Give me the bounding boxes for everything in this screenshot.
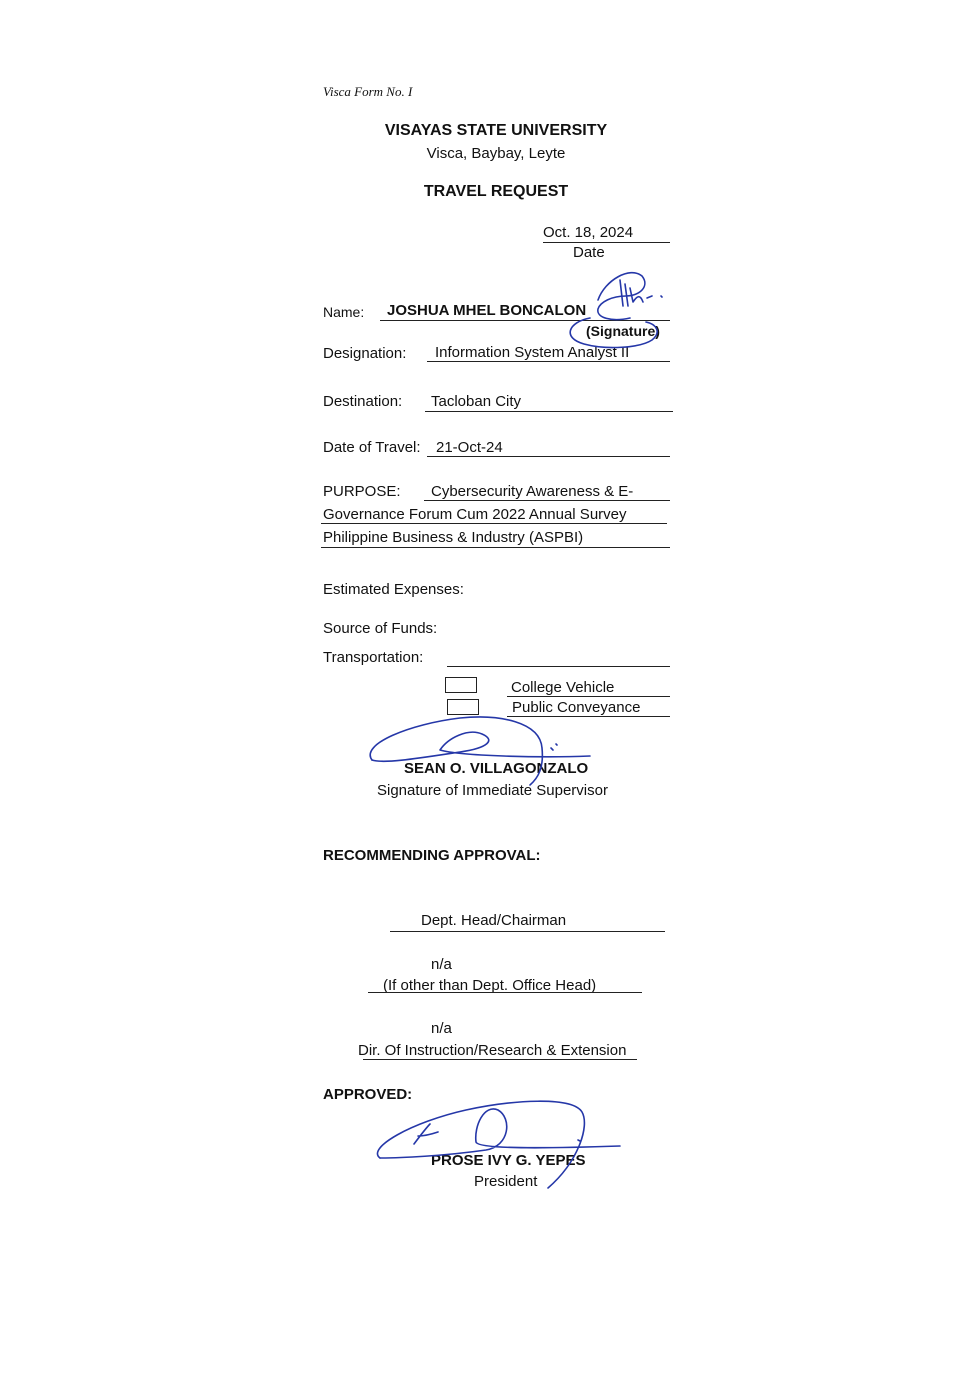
form-number: Visca Form No. I bbox=[323, 84, 413, 99]
date-of-travel-value: 21-Oct-24 bbox=[436, 439, 503, 456]
approver-title: President bbox=[474, 1173, 538, 1190]
destination-label: Destination: bbox=[323, 393, 403, 410]
recommending-approval-heading: RECOMMENDING APPROVAL: bbox=[323, 847, 541, 864]
dept-head-label: Dept. Head/Chairman bbox=[421, 912, 567, 929]
college-vehicle-label: College Vehicle bbox=[511, 679, 615, 696]
university-address: Visca, Baybay, Leyte bbox=[426, 145, 566, 162]
name-label: Name: bbox=[323, 304, 365, 320]
other-head-label: (If other than Dept. Office Head) bbox=[383, 977, 597, 994]
date-value: Oct. 18, 2024 bbox=[543, 224, 634, 241]
purpose-label: PURPOSE: bbox=[323, 483, 401, 500]
purpose-line-2: Governance Forum Cum 2022 Annual Survey bbox=[323, 506, 627, 523]
estimated-expenses-label: Estimated Expenses: bbox=[323, 581, 464, 598]
president-signature bbox=[377, 1101, 620, 1188]
requester-signature bbox=[570, 273, 662, 348]
approver-name: PROSE IVY G. YEPES bbox=[431, 1152, 586, 1169]
supervisor-signature bbox=[370, 717, 590, 785]
supervisor-label: Signature of Immediate Supervisor bbox=[377, 782, 608, 799]
university-name: VISAYAS STATE UNIVERSITY bbox=[384, 122, 608, 139]
form-title: TRAVEL REQUEST bbox=[423, 183, 569, 200]
supervisor-name: SEAN O. VILLAGONZALO bbox=[404, 760, 589, 777]
purpose-line-1: Cybersecurity Awareness & E- bbox=[431, 483, 634, 500]
public-conveyance-label: Public Conveyance bbox=[512, 699, 641, 716]
transportation-label: Transportation: bbox=[323, 649, 424, 666]
designation-value: Information System Analyst II bbox=[435, 344, 630, 361]
requester-name: JOSHUA MHEL BONCALON bbox=[387, 302, 587, 319]
na-1: n/a bbox=[431, 956, 452, 973]
purpose-line-3: Philippine Business & Industry (ASPBI) bbox=[323, 529, 584, 546]
na-2: n/a bbox=[431, 1020, 452, 1037]
destination-value: Tacloban City bbox=[431, 393, 522, 410]
date-label: Date bbox=[573, 244, 605, 261]
signature-label: (Signature) bbox=[586, 323, 660, 339]
director-label: Dir. Of Instruction/Research & Extension bbox=[358, 1042, 627, 1059]
approved-heading: APPROVED: bbox=[323, 1086, 413, 1103]
source-of-funds-label: Source of Funds: bbox=[323, 620, 438, 637]
designation-label: Designation: bbox=[323, 345, 407, 362]
date-of-travel-label: Date of Travel: bbox=[323, 439, 421, 456]
